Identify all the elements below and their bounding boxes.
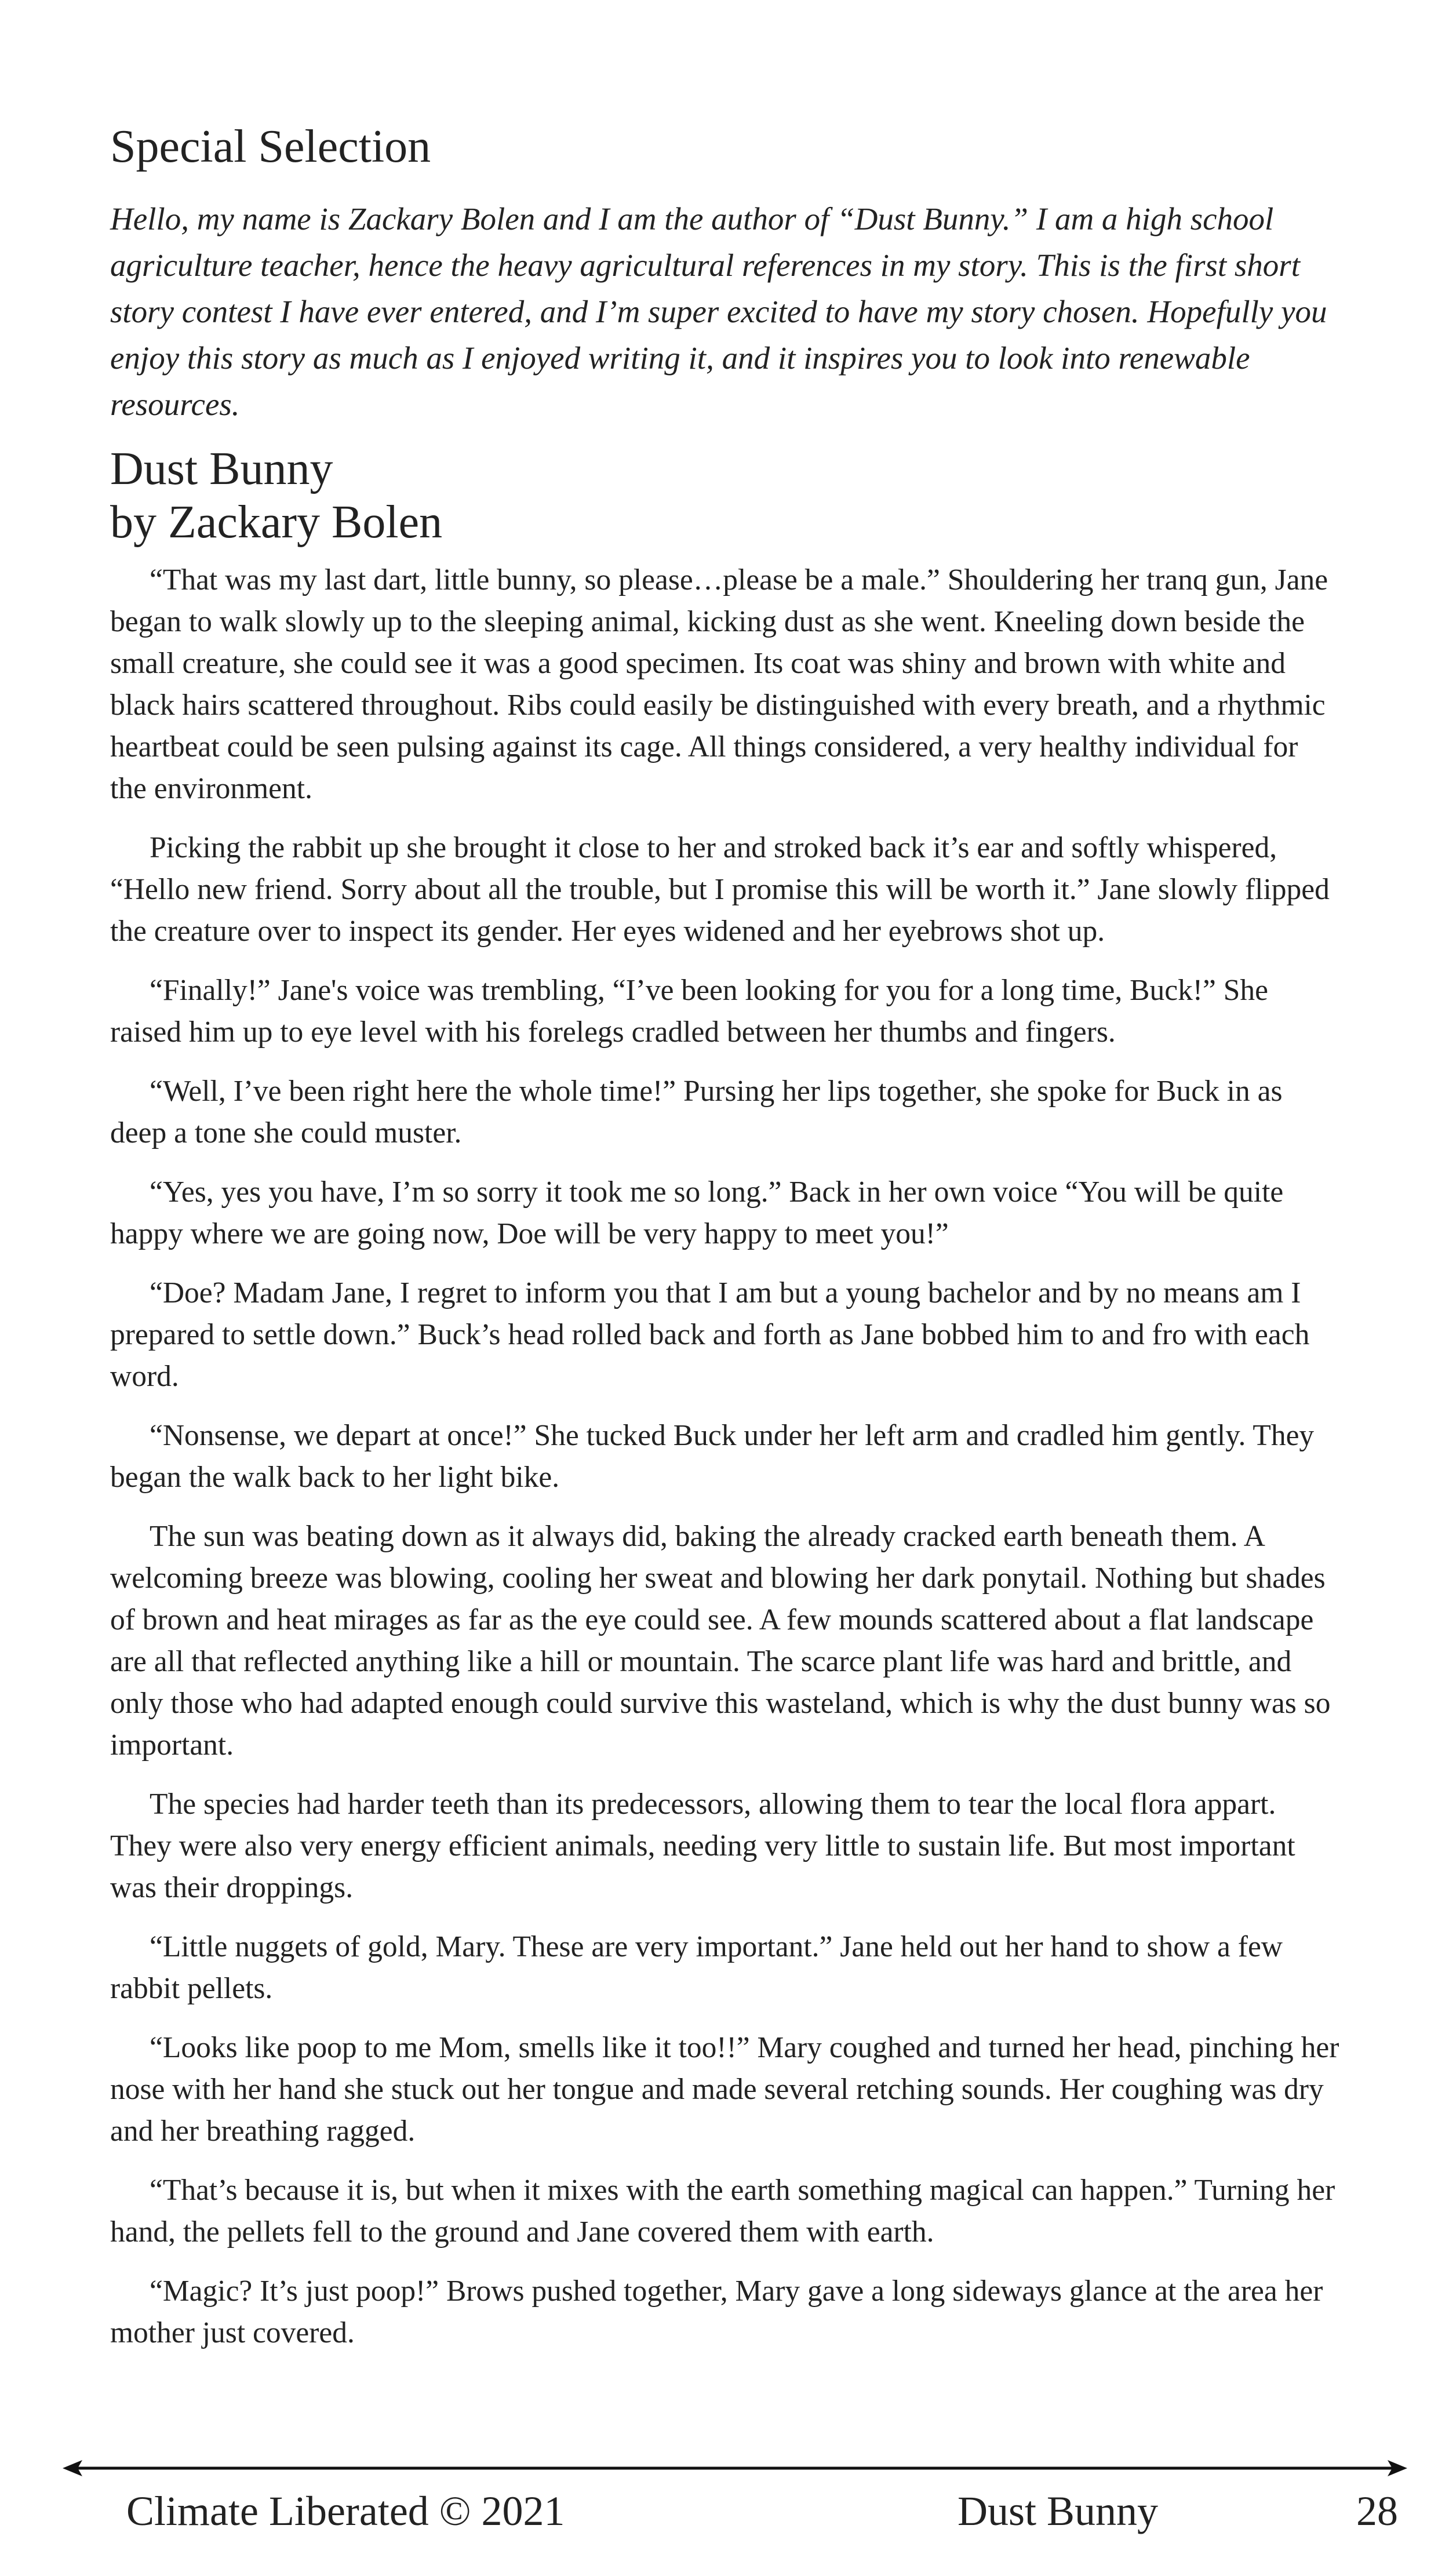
- story-paragraph: “Little nuggets of gold, Mary. These are very important.” Jane held out her hand to show a few rabbit pellets.: [110, 1930, 1283, 2005]
- story-paragraph: The sun was beating down as it always did, baking the already cracked earth beneath them. A welcoming breeze was blowing, cooling her sweat and blowing her dark ponytail. Nothing but shades of brown and heat mirages as far as the eye could see. A few mounds scattered about a flat landscape are all that reflected anything like a hill or mountain. The scarce plant life was hard and brittle, and only those who had adapted enough could survive this wasteland, which is why the dust bunny was so important.: [110, 1520, 1331, 1762]
- footer-story-title: Dust Bunny: [957, 2488, 1159, 2534]
- story-paragraph: “That was my last dart, little bunny, so please…please be a male.” Shouldering her tranq gun, Jane began to walk slowly up to the sleeping animal, kicking dust as she went. Kneeling down beside the small creature, she could see it was a good specimen. Its coat was shiny and brown with white and black hairs scattered throughout. Ribs could easily be distinguished with every breath, and a rhythmic heartbeat could be seen pulsing against its cage. All things considered, a very healthy individual for the environment.: [110, 563, 1328, 805]
- footer-divider-arrow: [63, 2457, 1407, 2480]
- story-paragraph: “Yes, yes you have, I’m so sorry it took me so long.” Back in her own voice “You will be quite happy where we are going now, Doe will be very happy to meet you!”: [110, 1176, 1284, 1250]
- footer-page-number: 28: [1356, 2488, 1398, 2534]
- intro-heading: Special Selection: [110, 121, 431, 172]
- story-paragraph: “Doe? Madam Jane, I regret to inform you that I am but a young bachelor and by no means am I prepared to settle down.” Buck’s head rolled back and forth as Jane bobbed him to and fro with each word.: [110, 1276, 1310, 1393]
- story-body: [110, 559, 1342, 2371]
- story-paragraph: “Magic? It’s just poop!” Brows pushed together, Mary gave a long sideways glance at the area her mother just covered.: [110, 2275, 1323, 2349]
- story-byline: by Zackary Bolen: [110, 497, 443, 548]
- footer-publication: Climate Liberated © 2021: [126, 2488, 565, 2534]
- story-title: Dust Bunny: [110, 443, 333, 494]
- story-heading: [110, 442, 442, 549]
- story-paragraph: “That’s because it is, but when it mixes with the earth something magical can happen.” Turning her hand, the pellets fell to the ground and Jane covered them with earth.: [110, 2174, 1335, 2248]
- story-paragraph: “Well, I’ve been right here the whole time!” Pursing her lips together, she spoke for Buck in as deep a tone she could muster.: [110, 1075, 1283, 1149]
- story-paragraph: Picking the rabbit up she brought it close to her and stroked back it’s ear and softly whispered, “Hello new friend. Sorry about all the trouble, but I promise this will be worth it.” Jane slowly flipped the creature over to inspect its gender. Her eyes widened and her eyebrows shot up.: [110, 831, 1330, 948]
- story-paragraph: “Finally!” Jane's voice was trembling, “I’ve been looking for you for a long time, Buck!” She raised him up to eye level with his forelegs cradled between her thumbs and fingers.: [110, 974, 1268, 1049]
- story-paragraph: “Looks like poop to me Mom, smells like it too!!” Mary coughed and turned her head, pinching her nose with her hand she stuck out her tongue and made several retching sounds. Her coughing was dry and her breathing ragged.: [110, 2031, 1339, 2148]
- story-paragraph: “Nonsense, we depart at once!” She tucked Buck under her left arm and cradled him gently. They began the walk back to her light bike.: [110, 1419, 1315, 1494]
- author-intro-text: Hello, my name is Zackary Bolen and I am the author of “Dust Bunny.” I am a high school agriculture teacher, hence the heavy agricultural references in my story. This is the first short story contest I have ever entered, and I’m super excited to have my story chosen. Hopefully you enjoy this story as much as I enjoyed writing it, and it inspires you to look into renewable resources.: [110, 201, 1327, 422]
- story-paragraph: The species had harder teeth than its predecessors, allowing them to tear the local flora appart. They were also very energy efficient animals, needing very little to sustain life. But most important was their droppings.: [110, 1788, 1295, 1904]
